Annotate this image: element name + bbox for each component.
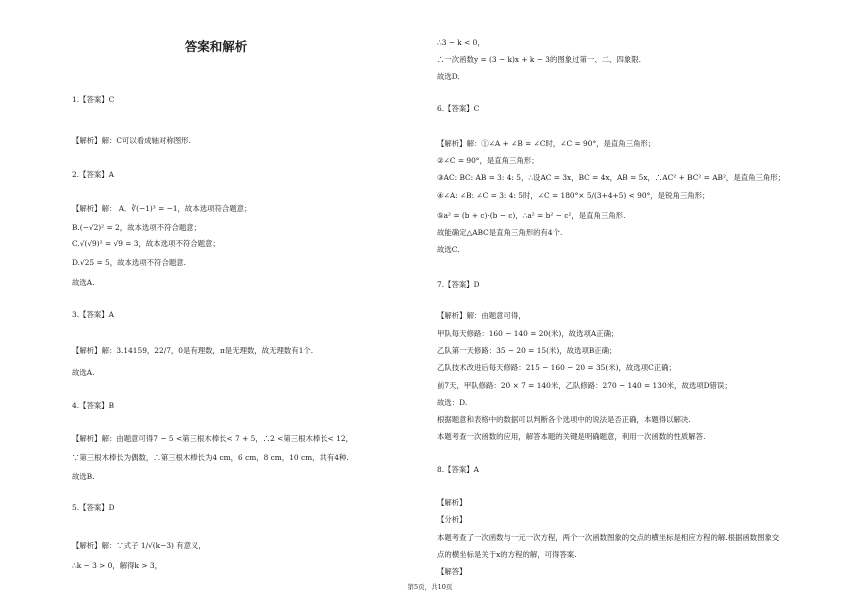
answer-heading: 3.【答案】A [72,310,114,319]
solution-line: 故选D. [437,72,460,81]
solution-line: 本题考查了一次函数与一元一次方程，两个一次函数图象的交点的横坐标是相应方程的解.根据函数图象交 [437,533,780,542]
solution-line: ∴一次函数y = (3 − k)x + k − 3的图象过第一、二、四象限. [437,55,642,64]
solution-line: ∴3 − k < 0， [437,38,485,47]
solution-line: 乙队技术改进后每天修路：215 − 160 − 20 = 35(米)，故选项C正确； [437,363,676,372]
solution-line: D.√25 = 5，故本选项不符合题意. [72,258,186,267]
solution-line: B.(−√2)² = 2，故本选项不符合题意； [72,223,202,232]
page-title: 答案和解析 [184,39,248,54]
solution-line: 本题考查一次函数的应用，解答本题的关键是明确题意，利用一次函数的性质解答. [437,432,706,441]
solution-line: C.√(√9)² = √9 = 3，故本选项不符合题意； [72,239,220,248]
answer-heading: 5.【答案】D [72,503,115,512]
solution-line: ∴k − 3 > 0，解得k > 3， [72,561,163,570]
solution-line: ⑤a² = (b + c)·(b − c)，∴a² = b² − c²，是直角三角形. [437,211,626,220]
solution-line: ③AC: BC: AB = 3: 4: 5，∴设AC = 3x，BC = 4x，AB = 5x，∴AC² + BC² = AB²，是直角三角形； [437,173,786,182]
solution-line: 【解析】 [437,498,467,507]
solution-line: 【解析】解：由题意可得， [437,311,526,320]
solution-line: 【解析】解：①∠A + ∠B = ∠C时，∠C = 90°，是直角三角形； [437,139,656,148]
solution-line: 【分析】 [437,515,467,524]
solution-line: 甲队每天修路：160 − 140 = 20(米)，故选项A正确； [437,329,619,338]
answer-heading: 1.【答案】C [72,95,115,104]
solution-line: 故能确定△ABC是直角三角形的有4个. [437,228,563,237]
answer-heading: 2.【答案】A [72,170,114,179]
solution-line: 【解析】解：C可以看成轴对称图形. [72,136,191,145]
solution-line: ∵第三根木棒长为偶数，∴第三根木棒长为4 cm，6 cm，8 cm，10 cm，共有4种. [72,453,349,462]
solution-line: 根据题意和表格中的数据可以判断各个选项中的说法是否正确，本题得以解决. [437,415,691,424]
solution-line: 故选B. [72,472,95,481]
solution-line: 故选：D. [437,398,468,407]
solution-line: 【解析】解： A．∛(−1)³ = −1，故本选项符合题意； [72,204,252,213]
page-footer: 第5页，共10页 [407,583,453,591]
solution-line: 【解析】解：3.14159，22/7，0是有理数，π是无理数，故无理数有1个. [72,346,314,355]
solution-line: 故选A. [72,368,95,377]
answer-heading: 7.【答案】D [437,280,480,289]
answer-heading: 4.【答案】B [72,401,115,410]
solution-line: 【解析】解：∵式子 1/√(k−3) 有意义， [72,541,206,550]
answer-heading: 8.【答案】A [437,465,479,474]
solution-line: 故选A. [72,278,95,287]
solution-line: ②∠C = 90°，是直角三角形； [437,156,539,165]
solution-line: 乙队第一天修路：35 − 20 = 15(米)，故选项B正确； [437,346,617,355]
solution-line: ④∠A: ∠B: ∠C = 3: 4: 5时，∠C = 180°× 5/(3+4+5) < 90°，是锐角三角形； [437,191,710,200]
solution-line: 前7天，甲队修路：20 × 7 = 140米，乙队修路：270 − 140 = 130米，故选项D错误； [437,381,732,390]
solution-line: 【解答】 [437,567,467,576]
solution-line: 故选C. [437,245,460,254]
solution-line: 【解析】解：由题意可得7 − 5 <第三根木棒长< 7 + 5，∴2 <第三根木棒长< 12， [72,434,354,443]
answer-heading: 6.【答案】C [437,104,480,113]
solution-line: 点的横坐标是关于x的方程的解，可得答案. [437,550,577,559]
